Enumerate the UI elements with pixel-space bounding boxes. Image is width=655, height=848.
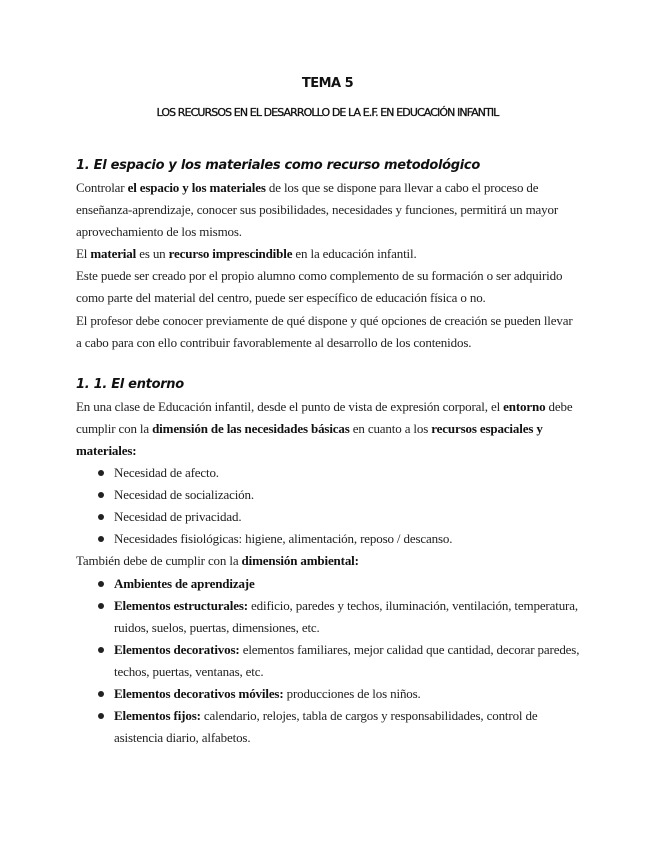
list-item [76, 595, 581, 639]
paragraph: Este puede ser creado por el propio alumno como complemento de su formación o ser adquirido como parte del material del centro, puede ser específico de educación física o no. [76, 268, 563, 306]
list-item [76, 683, 581, 705]
bold-text: Elementos decorativos móviles: [114, 685, 284, 701]
text: producciones de los niños. [283, 685, 421, 701]
needs-list [76, 462, 581, 550]
bold-text: dimensión de las necesidades básicas [152, 420, 350, 436]
text: edificio, paredes y techos, iluminación, ventilación, temperatura, ruidos, suelos, puertas, dimensiones, etc. [114, 597, 578, 635]
environment-list [76, 573, 581, 750]
paragraph [76, 550, 581, 572]
list-item [76, 705, 581, 749]
section-gap [76, 354, 581, 374]
paragraph [76, 177, 581, 243]
section-heading: 1. El espacio y los materiales como recurso metodológico [76, 158, 480, 173]
bold-text: Ambientes de aprendizaje [114, 575, 255, 591]
text: es un [136, 246, 169, 262]
document-subtitle: LOS RECURSOS EN EL DESARROLLO DE LA E.F. EN EDUCACIÓN INFANTIL [156, 106, 499, 119]
text: en la educación infantil. [292, 246, 417, 262]
paragraph [76, 396, 581, 462]
text: debe cumplir con la [76, 398, 573, 436]
bold-text: material [90, 246, 137, 262]
document-title: TEMA 5 [301, 76, 354, 91]
bold-text: Elementos estructurales: [114, 597, 248, 613]
document-body [76, 155, 581, 749]
text: de los que se dispone para llevar a cabo el proceso de enseñanza-aprendizaje, conocer sus posibilidades, necesidades y funciones, permitirá un mayor aprovechamiento de los mismos. [76, 180, 559, 240]
bold-text: recurso imprescindible [168, 246, 293, 262]
bold-text: entorno [503, 398, 546, 414]
text: en cuanto a los [349, 420, 432, 436]
list-item: Necesidad de privacidad. [76, 506, 581, 528]
text: En una clase de Educación infantil, desde el punto de vista de expresión corporal, el [76, 398, 504, 414]
bold-text: Elementos decorativos: [114, 641, 240, 657]
list-item [76, 573, 581, 595]
subsection-heading: 1. 1. El entorno [76, 376, 184, 392]
bold-text: Elementos fijos: [114, 708, 201, 724]
bold-text: el espacio y los materiales [127, 180, 266, 195]
list-item: Necesidades fisiológicas: higiene, alimentación, reposo / descanso. [76, 528, 581, 550]
list-item [76, 639, 581, 683]
list-item: Necesidad de socialización. [76, 484, 581, 506]
text: También debe de cumplir con la [76, 553, 242, 569]
bold-text: recursos espaciales y materiales: [76, 420, 543, 458]
bold-text: dimensión ambiental: [241, 553, 359, 569]
text: El [76, 246, 91, 262]
paragraph [76, 243, 581, 265]
text: calendario, relojes, tabla de cargos y responsabilidades, control de asistencia diario, alfabetos. [114, 708, 538, 746]
text: Controlar [76, 180, 128, 195]
list-item: Necesidad de afecto. [76, 462, 581, 484]
text: elementos familiares, mejor calidad que cantidad, decorar paredes, techos, puertas, ventanas, etc. [114, 641, 580, 679]
paragraph: El profesor debe conocer previamente de qué dispone y qué opciones de creación se pueden llevar a cabo para con ello contribuir favorablemente al desarrollo de los contenidos. [76, 312, 573, 350]
